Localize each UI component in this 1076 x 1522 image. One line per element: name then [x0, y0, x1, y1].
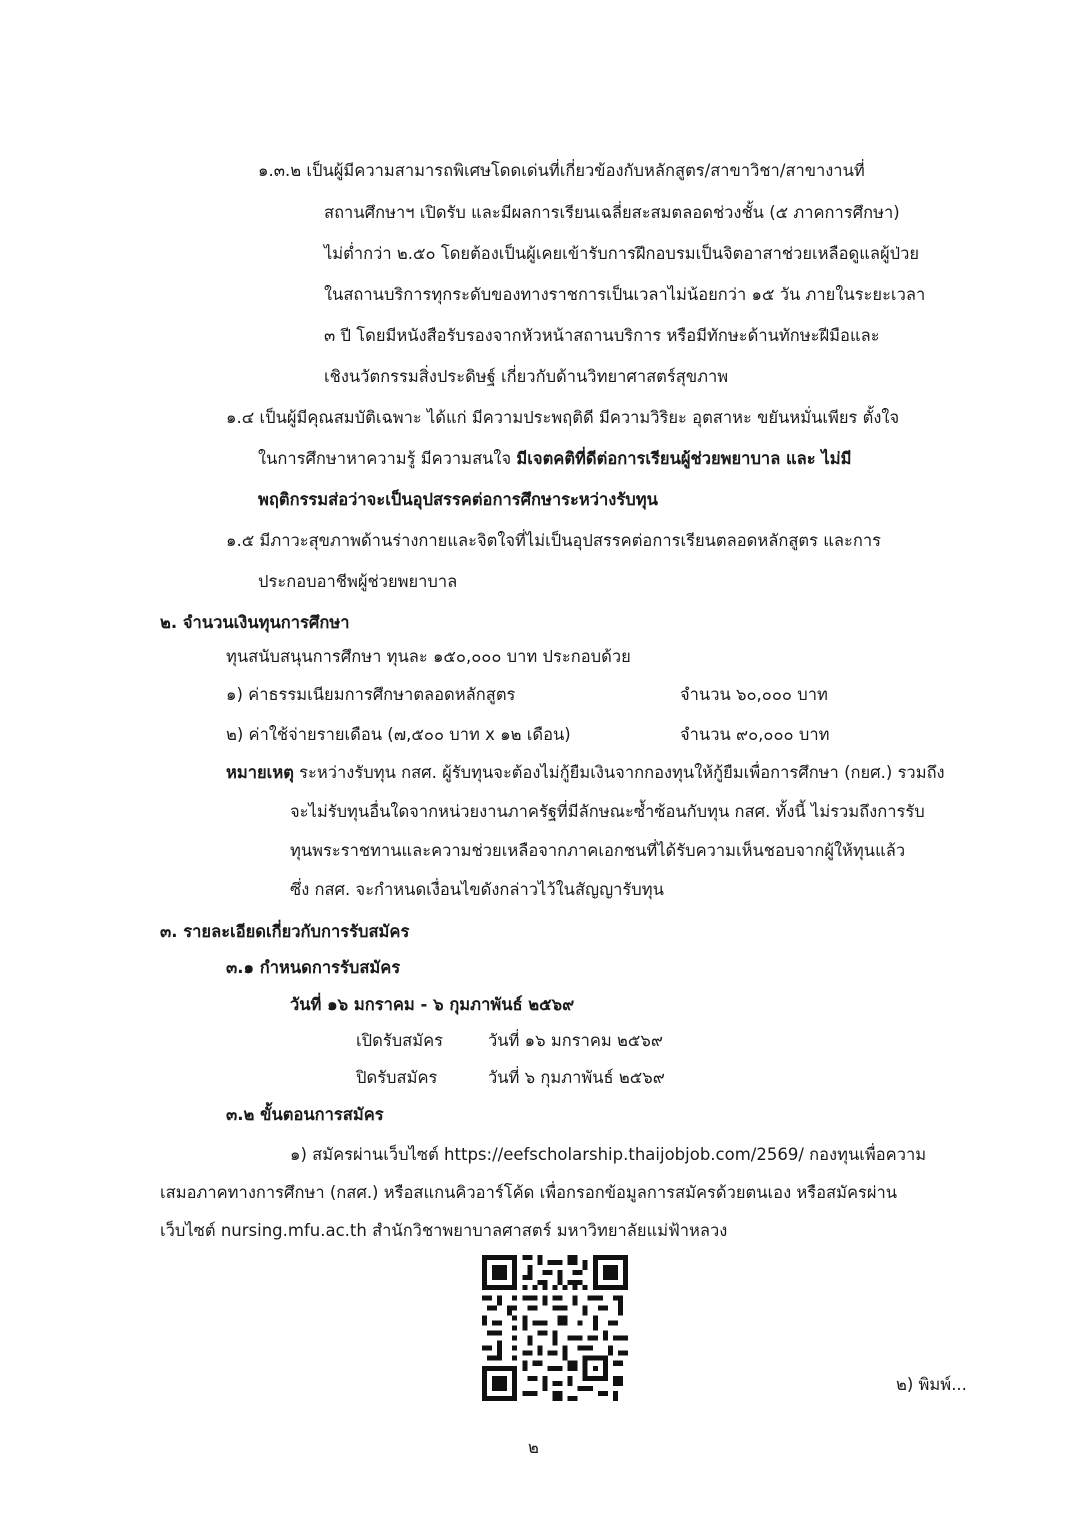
step-1-line-3: เว็บไซต์ nursing.mfu.ac.th สำนักวิชาพยาบาลศาสตร์ มหาวิทยาลัยแม่ฟ้าหลวง — [160, 1221, 728, 1240]
note-line-2: จะไม่รับทุนอื่นใดจากหน่วยงานภาครัฐที่มีลักษณะซ้ำซ้อนกับทุน กสศ. ทั้งนี้ ไม่รวมถึงการรับ — [290, 802, 925, 821]
item-1-3-2-line-1: ๑.๓.๒ เป็นผู้มีความสามารถพิเศษโดดเด่นที่เกี่ยวข้องกับหลักสูตร/สาขาวิชา/สาขางานที่ — [258, 161, 865, 180]
step-1-line-2: เสมอภาคทางการศึกษา (กสศ.) หรือสแกนคิวอาร์โค้ด เพื่อกรอกข้อมูลการสมัครด้วยตนเอง หรือสมัครผ่าน — [160, 1183, 898, 1202]
open-date: วันที่ ๑๖ มกราคม ๒๕๖๙ — [488, 1031, 663, 1050]
note-line-4: ซึ่ง กสศ. จะกำหนดเงื่อนไขดังกล่าวไว้ในสัญญารับทุน — [290, 880, 664, 899]
item-1-3-2-line-3: ไม่ต่ำกว่า ๒.๕๐ โดยต้องเป็นผู้เคยเข้ารับการฝึกอบรมเป็นจิตอาสาช่วยเหลือดูแลผู้ป่วย — [324, 244, 920, 263]
qr-code-icon[interactable] — [482, 1255, 628, 1401]
item-1-3-2-line-6: เชิงนวัตกรรมสิ่งประดิษฐ์ เกี่ยวกับด้านวิทยาศาสตร์สุขภาพ — [324, 367, 729, 386]
section-2-intro: ทุนสนับสนุนการศึกษา ทุนละ ๑๕๐,๐๐๐ บาท ประกอบด้วย — [226, 647, 631, 666]
note-label: หมายเหตุ — [226, 763, 294, 782]
item-1-3-2-line-2: สถานศึกษาฯ เปิดรับ และมีผลการเรียนเฉลี่ยสะสมตลอดช่วงชั้น (๕ ภาคการศึกษา) — [324, 203, 900, 222]
note-line-3: ทุนพระราชทานและความช่วยเหลือจากภาคเอกชนที่ได้รับความเห็นชอบจากผู้ให้ทุนแล้ว — [290, 841, 906, 860]
fee-item-1-amount: จำนวน ๖๐,๐๐๐ บาท — [680, 685, 828, 704]
fee-item-2-label: ๒) ค่าใช้จ่ายรายเดือน (๗,๕๐๐ บาท x ๑๒ เดือน) — [226, 725, 571, 744]
page-number: ๒ — [528, 1438, 539, 1457]
continuation-text: ๒) พิมพ์... — [896, 1375, 967, 1394]
section-2-heading: ๒. จำนวนเงินทุนการศึกษา — [160, 613, 350, 632]
note-line-1 — [226, 762, 945, 784]
item-1-4-line-2-bold: มีเจตคติที่ดีต่อการเรียนผู้ช่วยพยาบาล และ ไม่มี — [516, 449, 852, 468]
fee-item-2-amount: จำนวน ๙๐,๐๐๐ บาท — [680, 725, 830, 744]
item-1-3-2-line-5: ๓ ปี โดยมีหนังสือรับรองจากหัวหน้าสถานบริการ หรือมีทักษะด้านทักษะฝีมือและ — [324, 326, 880, 345]
note-text: ระหว่างรับทุน กสศ. ผู้รับทุนจะต้องไม่กู้ยืมเงินจากกองทุนให้กู้ยืมเพื่อการศึกษา (กยศ.) รวมถึง — [293, 763, 945, 782]
close-label: ปิดรับสมัคร — [356, 1068, 438, 1087]
application-date-range: วันที่ ๑๖ มกราคม - ๖ กุมภาพันธ์ ๒๕๖๙ — [290, 995, 575, 1014]
step-1-line-1: ๑) สมัครผ่านเว็บไซต์ https://eefscholarship.thaijobjob.com/2569/ กองทุนเพื่อความ — [290, 1145, 927, 1164]
section-3-2-heading: ๓.๒ ขั้นตอนการสมัคร — [226, 1105, 384, 1124]
open-label: เปิดรับสมัคร — [356, 1031, 444, 1050]
close-date: วันที่ ๖ กุมภาพันธ์ ๒๕๖๙ — [488, 1068, 665, 1087]
item-1-4-line-3: พฤติกรรมส่อว่าจะเป็นอุปสรรคต่อการศึกษาระหว่างรับทุน — [258, 490, 658, 509]
item-1-4-line-1: ๑.๔ เป็นผู้มีคุณสมบัติเฉพาะ ได้แก่ มีความประพฤติดี มีความวิริยะ อุตสาหะ ขยันหมั่นเพียร ตั้งใจ — [226, 408, 900, 427]
item-1-4-line-2-plain: ในการศึกษาหาความรู้ มีความสนใจ — [258, 449, 517, 468]
section-3-1-heading: ๓.๑ กำหนดการรับสมัคร — [226, 958, 401, 977]
item-1-5-line-1: ๑.๕ มีภาวะสุขภาพด้านร่างกายและจิตใจที่ไม่เป็นอุปสรรคต่อการเรียนตลอดหลักสูตร และการ — [226, 531, 881, 550]
section-3-heading: ๓. รายละเอียดเกี่ยวกับการรับสมัคร — [160, 922, 410, 941]
item-1-4-line-2 — [258, 448, 851, 470]
fee-item-1-label: ๑) ค่าธรรมเนียมการศึกษาตลอดหลักสูตร — [226, 685, 516, 704]
item-1-5-line-2: ประกอบอาชีพผู้ช่วยพยาบาล — [258, 572, 458, 591]
item-1-3-2-line-4: ในสถานบริการทุกระดับของทางราชการเป็นเวลาไม่น้อยกว่า ๑๕ วัน ภายในระยะเวลา — [324, 285, 926, 304]
